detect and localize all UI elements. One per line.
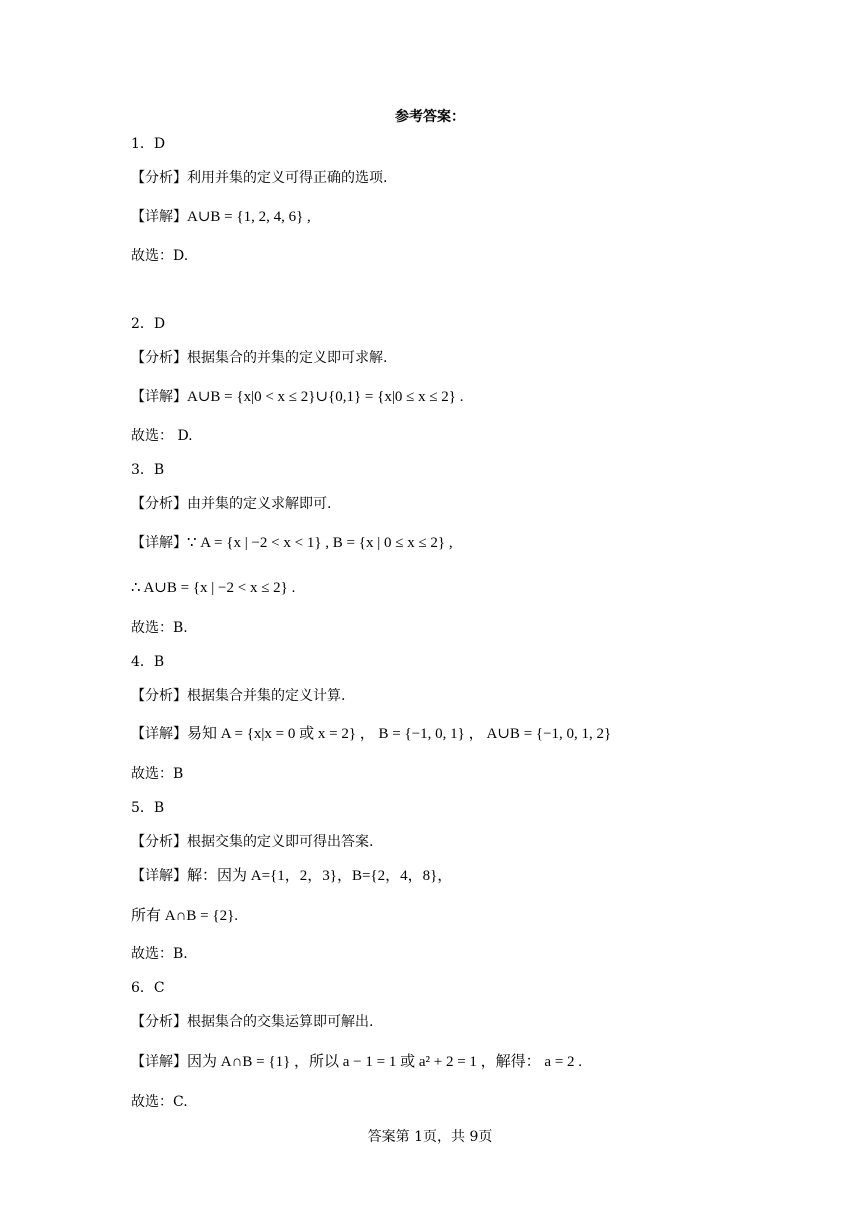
answer-6-number: 6．C (131, 980, 165, 996)
answer-2-analysis: 【分析】根据集合的并集的定义即可求解. (131, 350, 388, 366)
detail-math: ∵ A = {x | −2 < x < 1} , B = {x | 0 ≤ x ≤ 2} , (187, 535, 453, 551)
answer-2-detail (131, 387, 464, 407)
answer-5-detail (131, 866, 452, 886)
answer-6-detail (131, 1052, 582, 1072)
answer-1-analysis: 【分析】利用并集的定义可得正确的选项. (131, 170, 388, 186)
detail-math: A∪B = {1, 2, 4, 6} , (187, 209, 311, 225)
answer-1-conclusion: 故选：D. (131, 248, 189, 264)
answer-6-analysis: 【分析】根据集合的交集运算即可解出. (131, 1014, 374, 1030)
answer-3-detail-continued (131, 578, 295, 598)
answer-4-analysis: 【分析】根据集合并集的定义计算. (131, 688, 346, 704)
answer-3-number: 3．B (131, 462, 165, 478)
answer-4-conclusion: 故选：B (131, 766, 184, 782)
answer-2-conclusion: 故选： D. (131, 428, 193, 444)
answer-3-conclusion: 故选：B. (131, 620, 188, 636)
detail-label: 【详解】 (131, 726, 187, 742)
answer-5-conclusion: 故选：B. (131, 946, 188, 962)
answer-2-number: 2．D (131, 316, 166, 332)
answer-1-number: 1．D (131, 136, 166, 152)
answer-5-analysis: 【分析】根据交集的定义即可得出答案. (131, 834, 374, 850)
answer-5-number: 5．B (131, 800, 165, 816)
detail-label: 【详解】 (131, 868, 187, 884)
detail-math: 解：因为 A={1，2，3}，B={2，4，8}， (187, 868, 453, 884)
answer-5-detail-continued (131, 906, 238, 926)
detail-math-continued: 所有 A∩B = {2}. (131, 908, 239, 924)
answer-3-detail (131, 533, 453, 553)
detail-label: 【详解】 (131, 535, 187, 551)
answer-6-conclusion: 故选：C. (131, 1094, 188, 1110)
answer-1-detail (131, 207, 311, 227)
detail-math: 因为 A∩B = {1} ，所以 a − 1 = 1 或 a² + 2 = 1 ，解得： a = 2 . (187, 1054, 583, 1070)
detail-label: 【详解】 (131, 389, 187, 405)
page-footer: 答案第 1页，共 9页 (367, 1129, 493, 1145)
detail-math: 易知 A = {x|x = 0 或 x = 2} ， B = {−1, 0, 1} ， A∪B = {−1, 0, 1, 2} (187, 726, 612, 742)
detail-label: 【详解】 (131, 209, 187, 225)
detail-label: 【详解】 (131, 1054, 187, 1070)
answer-3-analysis: 【分析】由并集的定义求解即可. (131, 496, 332, 512)
answer-4-number: 4．B (131, 654, 165, 670)
detail-math-continued: ∴ A∪B = {x | −2 < x ≤ 2} . (131, 580, 296, 596)
answer-4-detail (131, 724, 611, 744)
detail-math: A∪B = {x|0 < x ≤ 2}∪{0,1} = {x|0 ≤ x ≤ 2} . (187, 389, 464, 405)
page-title: 参考答案： (395, 109, 465, 125)
